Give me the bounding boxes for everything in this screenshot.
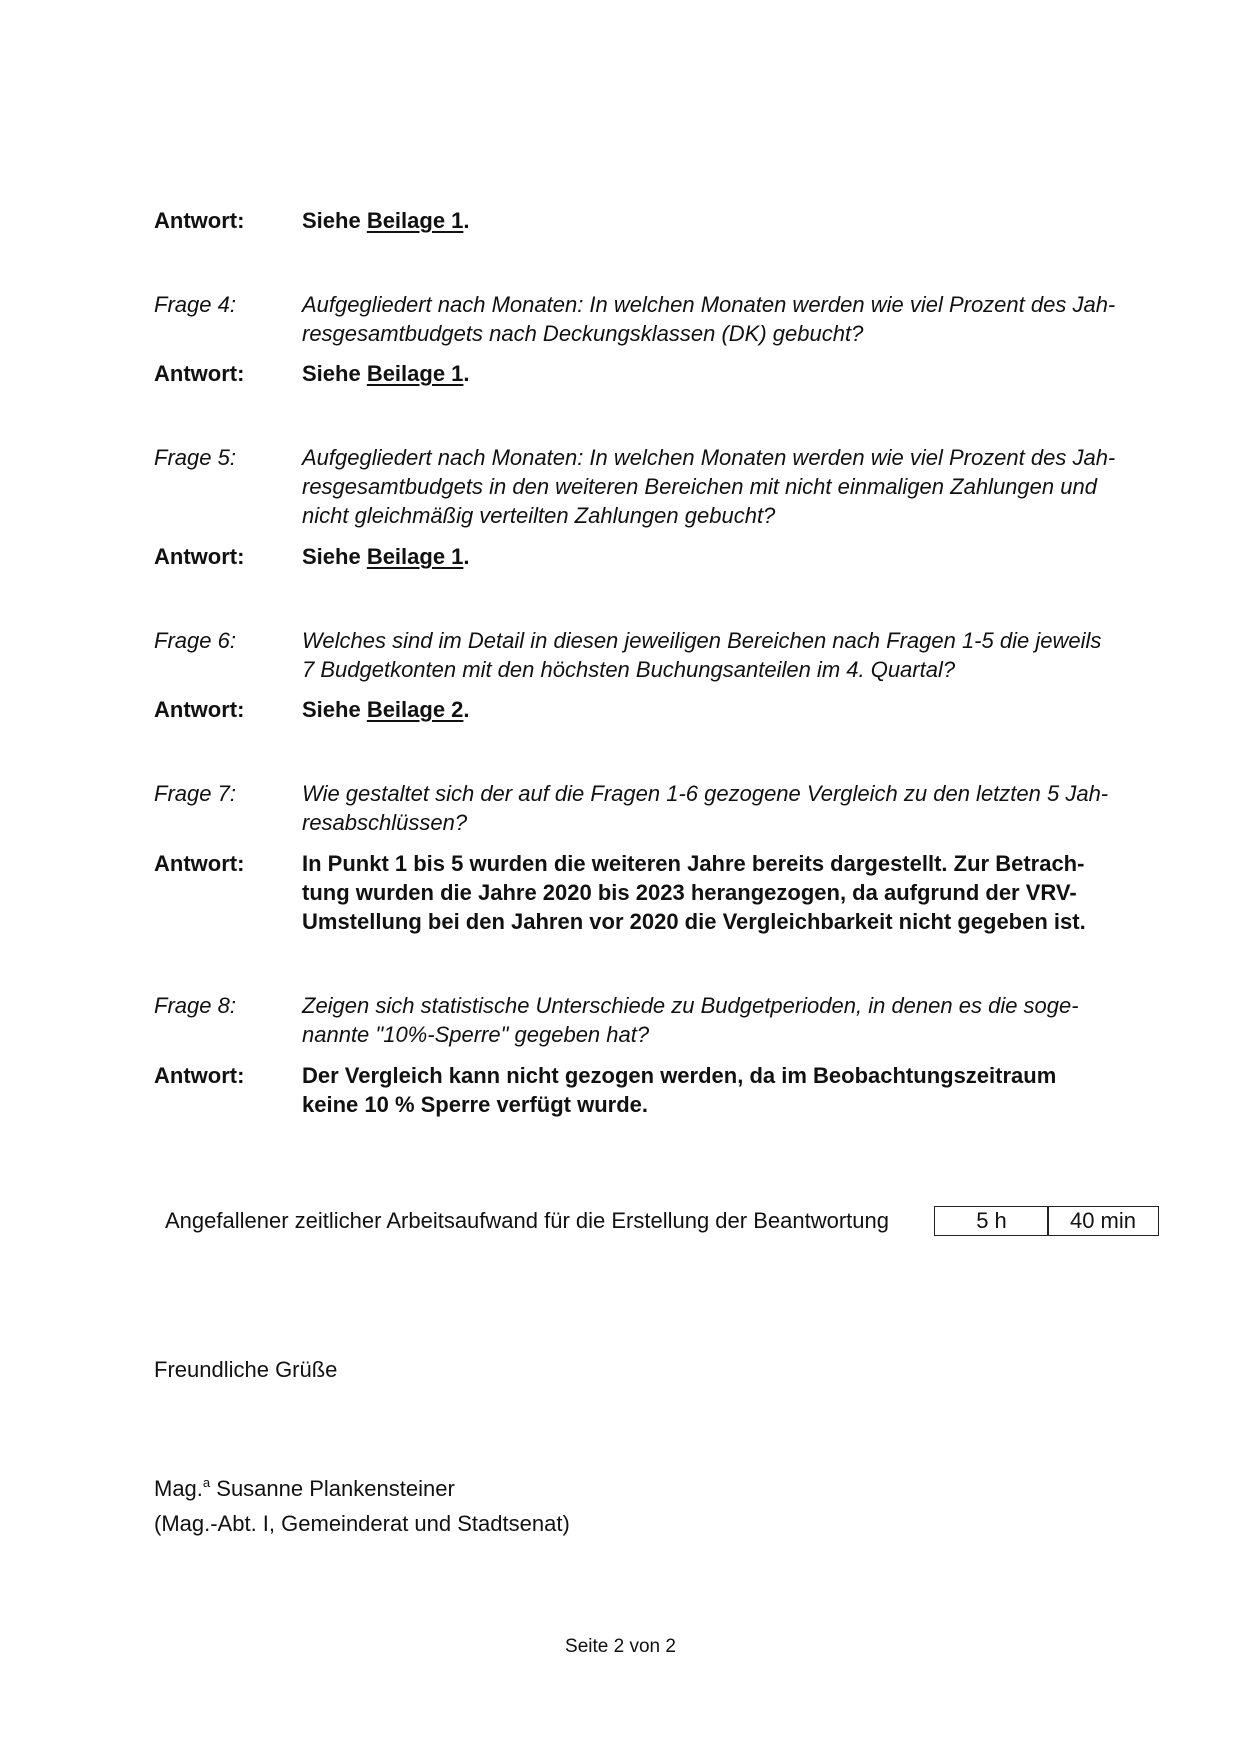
question-text: Zeigen sich statistische Unterschiede zu Budgetperioden, in denen es die soge- nannte "10%-Sperre" gegeben hat? [302, 993, 1079, 1047]
question-text: Aufgegliedert nach Monaten: In welchen Monaten werden wie viel Prozent des Jah- resgesamtbudgets in den weiteren Bereichen mit nicht einmaligen Zahlungen und nicht gleichmäßig verteilten Zahlungen gebucht? [302, 445, 1116, 528]
answer-label: Antwort: [154, 697, 245, 722]
beilage-link[interactable]: Beilage 1 [366, 208, 464, 233]
answer-label: Antwort: [154, 361, 245, 386]
question-text: Aufgegliedert nach Monaten: In welchen Monaten werden wie viel Prozent des Jah- resgesamtbudgets nach Deckungsklassen (DK) gebucht? [302, 292, 1116, 346]
effort-label: Angefallener zeitlicher Arbeitsaufwand für die Erstellung der Beantwortung [165, 1208, 889, 1233]
effort-minutes: 40 min [1047, 1206, 1159, 1236]
beilage-link[interactable]: Beilage 1 [366, 544, 464, 569]
page-number: Seite 2 von 2 [565, 1636, 676, 1657]
beilage-link[interactable]: Beilage 1 [366, 361, 464, 386]
question-label: Frage 5: [154, 445, 236, 470]
answer-label: Antwort: [154, 1063, 245, 1088]
answer-text: In Punkt 1 bis 5 wurden die weiteren Jahre bereits dargestellt. Zur Betrach- tung wurden die Jahre 2020 bis 2023 herangezogen, da aufgrund der VRV- Umstellung bei den Jahren vor 2020 die Vergleichbarkeit nicht gegeben ist. [302, 851, 1086, 934]
beilage-link[interactable]: Beilage 2 [366, 697, 464, 722]
answer-label: Antwort: [154, 851, 245, 876]
question-label: Frage 6: [154, 628, 236, 653]
answer-text: Der Vergleich kann nicht gezogen werden, da im Beobachtungszeitraum keine 10 % Sperre verfügt wurde. [302, 1063, 1057, 1117]
answer-label: Antwort: [154, 544, 245, 569]
question-text: Welches sind im Detail in diesen jeweiligen Bereichen nach Fragen 1-5 die jeweils 7 Budgetkonten mit den höchsten Buchungsanteilen im 4. Quartal? [302, 628, 1102, 682]
signature-department: (Mag.-Abt. I, Gemeinderat und Stadtsenat) [154, 1511, 570, 1536]
signature-name: Mag.$^a$ Susanne Plankensteiner [154, 1475, 455, 1501]
question-label: Frage 8: [154, 993, 236, 1018]
answer-label: Antwort: [154, 208, 245, 233]
closing-greeting: Freundliche Grüße [154, 1357, 338, 1382]
question-label: Frage 4: [154, 292, 236, 317]
question-label: Frage 7: [154, 781, 236, 806]
effort-hours: 5 h [934, 1206, 1049, 1236]
question-text: Wie gestaltet sich der auf die Fragen 1-6 gezogene Vergleich zu den letzten 5 Jah- resabschlüssen? [302, 781, 1109, 835]
